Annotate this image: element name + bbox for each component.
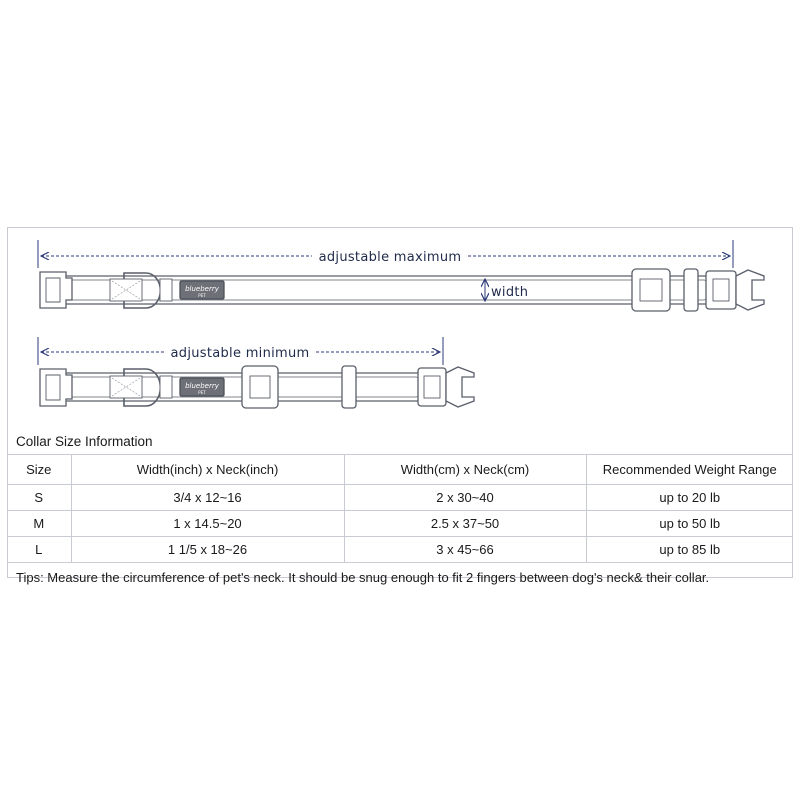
max-label: adjustable maximum xyxy=(318,250,462,265)
cell-weight: up to 20 lb xyxy=(586,485,793,511)
collar-size-table xyxy=(7,428,793,592)
collar-maximum xyxy=(40,269,764,311)
min-dimension xyxy=(38,337,443,365)
table-row xyxy=(7,511,793,537)
width-label: width xyxy=(491,285,529,300)
table-row xyxy=(7,537,793,563)
brand-sub-min: PET xyxy=(198,390,206,395)
table-header-row xyxy=(7,455,793,485)
header-weight: Recommended Weight Range xyxy=(586,455,793,485)
max-dimension xyxy=(38,240,733,268)
table-row xyxy=(7,485,793,511)
cell-cm: 2.5 x 37~50 xyxy=(344,511,586,537)
cell-size: S xyxy=(7,485,71,511)
brand-name: blueberry xyxy=(185,285,219,293)
collar-minimum xyxy=(40,366,474,408)
cell-cm: 2 x 30~40 xyxy=(344,485,586,511)
tips-text: Tips: Measure the circumference of pet's neck. It should be snug enough to fit 2 fingers between dog's neck& their collar. xyxy=(16,570,710,585)
table-title: Collar Size Information xyxy=(7,428,793,455)
cell-weight: up to 50 lb xyxy=(586,511,793,537)
header-size: Size xyxy=(7,455,71,485)
header-cm: Width(cm) x Neck(cm) xyxy=(344,455,586,485)
header-inch: Width(inch) x Neck(inch) xyxy=(71,455,344,485)
cell-size: L xyxy=(7,537,71,563)
cell-inch: 1 1/5 x 18~26 xyxy=(71,537,344,563)
min-label: adjustable minimum xyxy=(170,346,310,361)
cell-inch: 3/4 x 12~16 xyxy=(71,485,344,511)
cell-inch: 1 x 14.5~20 xyxy=(71,511,344,537)
cell-weight: up to 85 lb xyxy=(586,537,793,563)
cell-cm: 3 x 45~66 xyxy=(344,537,586,563)
brand-name-min: blueberry xyxy=(185,382,219,390)
cell-size: M xyxy=(7,511,71,537)
brand-sub: PET xyxy=(198,293,206,298)
